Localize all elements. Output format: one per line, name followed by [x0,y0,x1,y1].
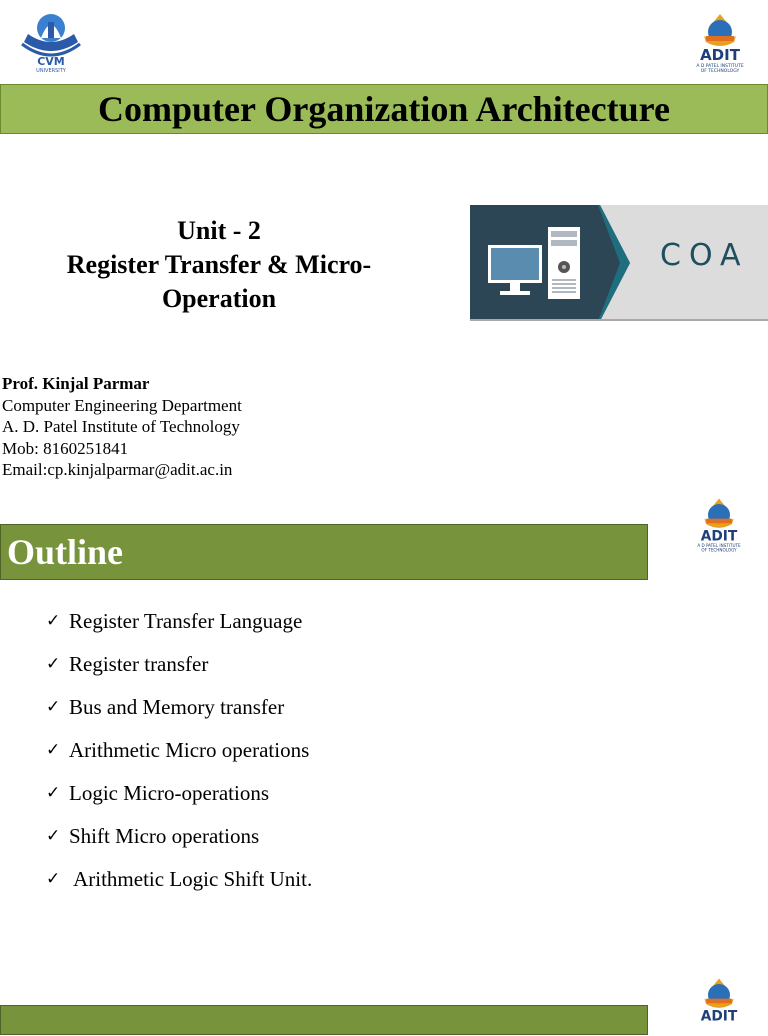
checkmark-icon: ✓ [46,697,61,716]
list-item [46,606,302,636]
svg-text:ADIT: ADIT [700,1008,738,1025]
coa-label: COA [660,238,749,273]
list-item [46,864,312,894]
svg-text:CVM: CVM [37,55,65,68]
checkmark-icon: ✓ [46,611,61,630]
svg-text:ADIT: ADIT [700,528,738,545]
presentation-title: Computer Organization Architecture [98,89,670,129]
list-item-text: Bus and Memory transfer [69,694,285,719]
svg-text:UNIVERSITY: UNIVERSITY [36,68,66,74]
svg-text:ADIT: ADIT [700,46,740,64]
author-email: Email:cp.kinjalparmar@adit.ac.in [2,460,233,479]
adit-logo [686,976,752,1036]
list-item-text: Register Transfer Language [69,608,303,633]
list-item [46,649,208,679]
checkmark-icon: ✓ [46,783,61,802]
list-item-text: Register transfer [69,651,209,676]
author-department: Computer Engineering Department [2,395,242,415]
checkmark-icon: ✓ [46,654,61,673]
svg-text:A D PATEL INSTITUTE: A D PATEL INSTITUTE [696,64,744,69]
cvm-university-logo [14,8,88,74]
author-mobile: Mob: 8160251841 [2,438,129,458]
outline-banner [0,524,648,580]
author-name: Prof. Kinjal Parmar [2,374,150,393]
unit-heading-block [30,214,408,316]
topic-line-2: Operation [161,284,277,313]
adit-logo [686,496,752,556]
list-item-text: Logic Micro-operations [69,780,270,805]
list-item [46,821,259,851]
topic-line-1: Register Transfer & Micro- [66,250,372,279]
checkmark-icon: ✓ [46,826,61,845]
list-item-text: Shift Micro operations [69,823,260,848]
adit-logo [684,12,756,76]
author-info [2,373,242,481]
list-item-text: Arithmetic Micro operations [69,737,310,762]
outline-heading: Outline [7,532,124,572]
svg-text:A D PATEL INSTITUTE: A D PATEL INSTITUTE [697,543,741,549]
author-institute: A. D. Patel Institute of Technology [2,417,240,436]
list-item [46,778,269,808]
svg-text:OF TECHNOLOGY: OF TECHNOLOGY [701,547,737,553]
svg-text:OF TECHNOLOGY: OF TECHNOLOGY [700,69,740,74]
next-slide-banner [0,1005,648,1035]
list-item [46,735,309,765]
list-item-text: Arithmetic Logic Shift Unit. [69,866,313,891]
list-item [46,692,284,722]
checkmark-icon: ✓ [46,740,61,759]
checkmark-icon: ✓ [46,869,61,888]
title-banner [0,84,768,134]
unit-label: Unit - 2 [177,216,261,245]
